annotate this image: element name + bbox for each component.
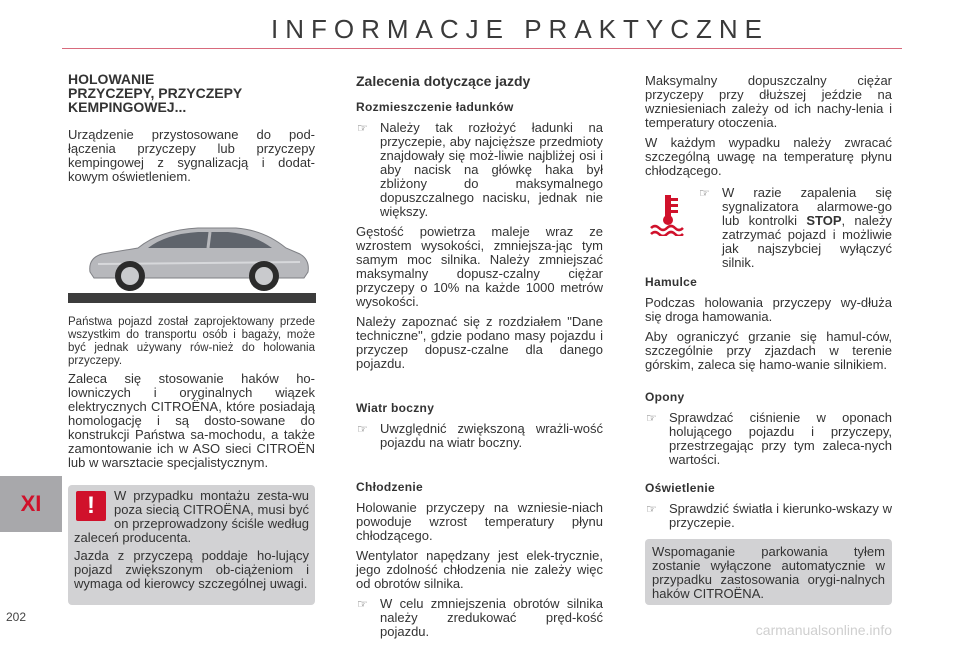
driving-heading: Zalecenia dotyczące jazdy [356, 73, 531, 89]
car-image [68, 208, 316, 303]
tyres-bullet [645, 411, 892, 467]
cooling-bullet-text: W celu zmniejszenia obrotów silnika należy zredukować pręd-kość pojazdu. [380, 596, 603, 639]
tyres-heading: Opony [645, 390, 685, 404]
recommendation-paragraph: Zaleca się stosowanie haków ho-lowniczych i oryginalnych wiązek elektrycznych CITROËNA, które posiadają homologację i są dosto-sowane do konstrukcji Państwa sa-mochodu, a także zamontowanie ich w ASO sieci CITROËN lub w warsztacie specjalistycznym. [68, 371, 315, 470]
page-number: 202 [6, 610, 27, 624]
technical-data-paragraph: Należy zapoznać się z rozdziałem "Dane techniczne", gdzie podano masy pojazdu i przyczep dopusz-czalne dla danego pojazdu. [356, 314, 603, 371]
watermark: carmanualsonline.info [755, 622, 892, 638]
temperature-warning-block [698, 186, 892, 276]
car-illustration [68, 208, 316, 303]
load-bullet-text: Należy tak rozłożyć ładunki na przyczepie, aby najcięższe przedmioty znajdowały się moż-liwie najbliżej osi i aby nacisk na główkę haka był zbliżony do maksymalnego dopuszczalnego nacisku, jednak nie większy. [380, 120, 603, 219]
chapter-tab[interactable]: XI [0, 476, 62, 532]
pointing-hand-icon: ☞ [646, 502, 657, 516]
page-title: INFORMACJE PRAKTYCZNE [270, 14, 770, 44]
max-weight-paragraph: Maksymalny dopuszczalny ciężar przyczepy przy dłuższej jeździe na wzniesieniach zależy od ich nachy-lenia i temperatury otoczenia. [645, 73, 892, 130]
pointing-hand-icon: ☞ [357, 121, 368, 135]
wind-heading: Wiatr boczny [356, 401, 435, 415]
warning-text-1: W przypadku montażu zesta-wu poza siecią CITROËNA, musi być on przeprowadzony ściśle według zaleceń producenta. [74, 488, 309, 545]
brakes-paragraph-2: Aby ograniczyć grzanie się hamul-ców, szczególnie przy zjazdach w terenie górskim, zaleca się hamo-wanie silnikiem. [645, 329, 892, 372]
parking-assist-text: Wspomaganie parkowania tyłem zostanie wyłączone automatycznie w przypadku zastosowania orygi-nalnych haków CITROËNA. [652, 544, 885, 601]
cooling-paragraph-1: Holowanie przyczepy na wzniesie-niach powoduje wzrost temperatury płynu chłodzącego. [356, 500, 603, 543]
pointing-hand-icon: ☞ [357, 422, 368, 436]
image-caption: Państwa pojazd został zaprojektowany przede wszystkim do transportu osób i bagaży, może być jednak używany rów-nież do holowania przyczepy. [68, 316, 315, 367]
pointing-hand-icon: ☞ [646, 411, 657, 425]
parking-assist-info-box [645, 539, 892, 605]
pointing-hand-icon: ☞ [699, 186, 710, 200]
lights-bullet-text: Sprawdzić światła i kierunko-wskazy w przyczepie. [669, 501, 892, 530]
pointing-hand-icon: ☞ [357, 597, 368, 611]
cooling-bullet [356, 597, 603, 639]
coolant-attention-paragraph: W każdym wypadku należy zwracać szczególną uwagę na temperaturę płynu chłodzącego. [645, 135, 892, 178]
recommendation-block [68, 372, 315, 476]
column-1 [68, 72, 315, 190]
lights-heading: Oświetlenie [645, 481, 715, 495]
air-density-paragraph: Gęstość powietrza maleje wraz ze wzrostem wysokości, zmniejsza-jąc tym samym moc silnika. Należy zmniejszać maksymalny dopusz-czalny ciężar przyczepy o 10% na każde 1000 metrów wysokości. [356, 224, 603, 309]
heading-line-3: KEMPINGOWEJ... [68, 99, 187, 115]
warning-text-2: Jazda z przyczepą poddaje ho-lujący pojazd zwiększonym ob-ciążeniom i wymaga od kierowcy szczególnej uwagi. [74, 548, 309, 591]
intro-paragraph: Urządzenie przystosowane do pod-łączenia przyczepy lub przyczepy kempingowej z sygnalizacją i dodat-kowym oświetleniem. [68, 127, 315, 184]
cooling-paragraph-2: Wentylator napędzany jest elek-trycznie, jego zdolność chłodzenia nie zależy więc od obrotów silnika. [356, 548, 603, 591]
caption-block [68, 316, 315, 374]
section-heading [68, 72, 315, 114]
heading-line-1: HOLOWANIE [68, 71, 155, 87]
column-3-bottom [645, 275, 892, 536]
load-heading: Rozmieszczenie ładunków [356, 100, 514, 114]
column-3-top [645, 74, 892, 184]
temperature-bullet-text-a: W razie zapalenia się sygnalizatora alarmowe-go lub kontrolki [722, 185, 892, 228]
temperature-bullet [698, 186, 892, 270]
wind-bullet-text: Uwzględnić zwiększoną wrażli-wość pojazdu na wiatr boczny. [380, 421, 603, 450]
exclamation-icon: ! [76, 491, 106, 521]
tyres-bullet-text: Sprawdzać ciśnienie w oponach holującego pojazdu i przyczepy, przestrzegając przy tym zaleca-nych wartości. [669, 410, 892, 467]
brakes-heading: Hamulce [645, 275, 698, 289]
column-2 [356, 74, 603, 645]
stop-label: STOP [806, 213, 842, 228]
header-divider [62, 48, 902, 49]
temperature-bullet-text-b: , należy zatrzymać pojazd i możliwie jak najszybciej wyłączyć silnik. [722, 213, 892, 270]
cooling-heading: Chłodzenie [356, 480, 424, 494]
warning-box [68, 485, 315, 605]
load-bullet [356, 121, 603, 219]
brakes-paragraph-1: Podczas holowania przyczepy wy-dłuża się droga hamowania. [645, 295, 892, 324]
coolant-temperature-icon [648, 192, 688, 236]
lights-bullet [645, 502, 892, 530]
heading-line-2: PRZYCZEPY, PRZYCZEPY [68, 85, 243, 101]
wind-bullet [356, 422, 603, 450]
